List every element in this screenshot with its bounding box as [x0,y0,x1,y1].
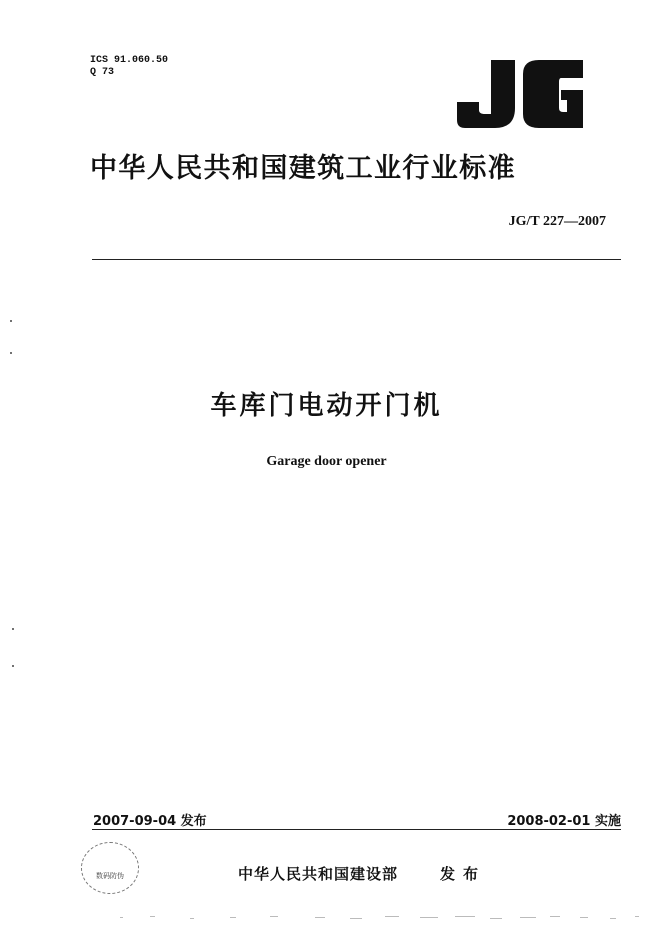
margin-mark [12,665,14,667]
publisher-name: 中华人民共和国建设部 [238,865,399,883]
classification-codes [90,55,168,79]
stamp-label: 数码防伪 [96,872,124,880]
issue-date: 2007-09-04 发布 [93,814,207,829]
document-title-chinese: 车库门电动开门机 [210,391,443,421]
scan-noise [110,912,650,922]
implementation-date: 2008-02-01 实施 [507,814,621,829]
document-title-english: Garage door opener [266,454,387,469]
publish-label: 发布 [440,865,487,883]
ccs-code: Q 73 [90,67,115,78]
anti-counterfeit-stamp [81,842,139,894]
margin-mark [10,352,12,354]
footer-divider [92,829,621,830]
margin-mark [12,628,14,630]
margin-mark [10,320,12,322]
standard-category-title: 中华人民共和国建筑工业行业标准 [90,153,516,184]
header-divider [92,259,621,260]
standard-code: JG/T 227—2007 [508,214,606,229]
jg-logo [455,58,585,130]
ics-code: ICS 91.060.50 [90,55,169,66]
